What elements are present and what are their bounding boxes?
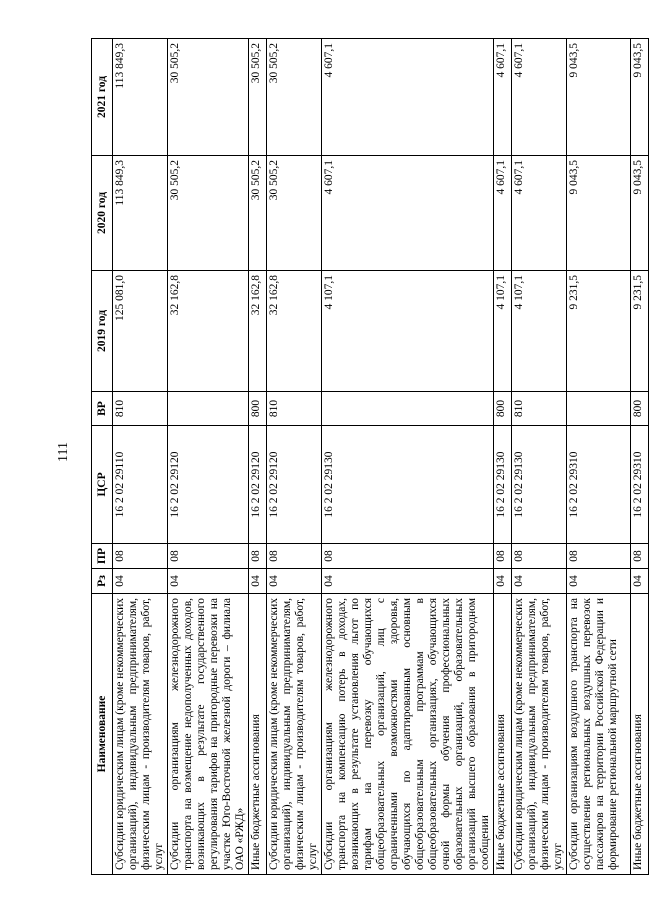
row-pr: 08 bbox=[567, 544, 631, 569]
row-vr: 810 bbox=[267, 392, 322, 426]
row-pr: 08 bbox=[168, 544, 249, 569]
row-2019: 32 162,8 bbox=[267, 271, 322, 392]
row-csr: 16 2 02 29130 bbox=[322, 426, 494, 544]
header-2021: 2021 год bbox=[92, 39, 113, 156]
row-2020: 9 043,5 bbox=[567, 156, 631, 271]
row-name: Субсидии организациям железнодорожного транспорта на компенсацию потерь в доходах, возникающих в результате установления льгот по тарифам на перевозку обучающихся общеобразовательных организаций, лиц с ограниченными возможностями здоровья, обучающихся по адаптированным основным общеобразовательным программам в общеобразовательных организациях, обучающихся очной формы обучения профессиональных образовательных организаций, образовательных организаций высшего образования в пригородном сообщении bbox=[322, 594, 494, 875]
row-csr: 16 2 02 29120 bbox=[267, 426, 322, 544]
row-csr: 16 2 02 29310 bbox=[567, 426, 631, 544]
table-row bbox=[168, 39, 249, 875]
row-rz: 04 bbox=[267, 569, 322, 594]
row-2020: 4 607,1 bbox=[322, 156, 494, 271]
row-pr: 08 bbox=[113, 544, 168, 569]
row-csr: 16 2 02 29130 bbox=[512, 426, 567, 544]
row-rz: 04 bbox=[113, 569, 168, 594]
row-2021: 9 043,5 bbox=[631, 39, 649, 156]
row-2019: 4 107,1 bbox=[322, 271, 494, 392]
header-csr: ЦСР bbox=[92, 426, 113, 544]
row-2021: 30 505,2 bbox=[168, 39, 249, 156]
row-name: Иные бюджетные ассигнования bbox=[494, 594, 512, 875]
row-pr: 08 bbox=[249, 544, 267, 569]
header-2019: 2019 год bbox=[92, 271, 113, 392]
row-vr bbox=[322, 392, 494, 426]
header-row bbox=[92, 39, 113, 875]
row-vr bbox=[168, 392, 249, 426]
header-vr: ВР bbox=[92, 392, 113, 426]
row-vr: 800 bbox=[494, 392, 512, 426]
table-row bbox=[494, 39, 512, 875]
row-pr: 08 bbox=[512, 544, 567, 569]
row-2021: 30 505,2 bbox=[249, 39, 267, 156]
row-2019: 9 231,5 bbox=[631, 271, 649, 392]
row-2021: 30 505,2 bbox=[267, 39, 322, 156]
row-2020: 30 505,2 bbox=[249, 156, 267, 271]
row-name: Иные бюджетные ассигнования bbox=[249, 594, 267, 875]
row-2019: 4 107,1 bbox=[512, 271, 567, 392]
row-rz: 04 bbox=[567, 569, 631, 594]
header-rz: Рз bbox=[92, 569, 113, 594]
row-2020: 4 607,1 bbox=[512, 156, 567, 271]
row-pr: 08 bbox=[494, 544, 512, 569]
page-number: 111 bbox=[56, 442, 71, 462]
row-2021: 9 043,5 bbox=[567, 39, 631, 156]
row-rz: 04 bbox=[494, 569, 512, 594]
row-vr: 810 bbox=[113, 392, 168, 426]
row-2021: 4 607,1 bbox=[512, 39, 567, 156]
table-row bbox=[567, 39, 631, 875]
row-pr: 08 bbox=[267, 544, 322, 569]
row-csr: 16 2 02 29130 bbox=[494, 426, 512, 544]
row-2020: 30 505,2 bbox=[267, 156, 322, 271]
header-pr: ПР bbox=[92, 544, 113, 569]
row-vr bbox=[567, 392, 631, 426]
row-2020: 9 043,5 bbox=[631, 156, 649, 271]
row-rz: 04 bbox=[168, 569, 249, 594]
row-2020: 4 607,1 bbox=[494, 156, 512, 271]
row-pr: 08 bbox=[322, 544, 494, 569]
row-name: Субсидии юридическим лицам (кроме некоммерческих организаций), индивидуальным предпринимателям, физическим лицам - производителям товаров, работ, услуг bbox=[113, 594, 168, 875]
row-csr: 16 2 02 29120 bbox=[249, 426, 267, 544]
table-row bbox=[322, 39, 494, 875]
row-2020: 30 505,2 bbox=[168, 156, 249, 271]
row-vr: 810 bbox=[512, 392, 567, 426]
table-row bbox=[631, 39, 649, 875]
row-name: Субсидии организациям железнодорожного транспорта на возмещение недополученных доходов, возникающих в результате государственного регулирования тарифов на пригородные перевозки на участке Юго-Восточной железной дороги – филиала ОАО «РЖД» bbox=[168, 594, 249, 875]
row-rz: 04 bbox=[249, 569, 267, 594]
table-row bbox=[113, 39, 168, 875]
row-2020: 113 849,3 bbox=[113, 156, 168, 271]
row-name: Субсидии организациям воздушного транспорта на осуществление региональных воздушных перевозок пассажиров на территории Российской Федерации и формирование региональной маршрутной сети bbox=[567, 594, 631, 875]
row-2019: 32 162,8 bbox=[168, 271, 249, 392]
header-name: Наименование bbox=[92, 594, 113, 875]
row-vr: 800 bbox=[631, 392, 649, 426]
row-2019: 9 231,5 bbox=[567, 271, 631, 392]
row-2021: 4 607,1 bbox=[322, 39, 494, 156]
row-csr: 16 2 02 29110 bbox=[113, 426, 168, 544]
row-csr: 16 2 02 29310 bbox=[631, 426, 649, 544]
header-2020: 2020 год bbox=[92, 156, 113, 271]
row-name: Субсидии юридическим лицам (кроме некоммерческих организаций), индивидуальным предпринимателям, физическим лицам - производителям товаров, работ, услуг bbox=[267, 594, 322, 875]
row-2019: 125 081,0 bbox=[113, 271, 168, 392]
row-name: Субсидии юридическим лицам (кроме некоммерческих организаций), индивидуальным предпринимателям, физическим лицам - производителям товаров, работ, услуг bbox=[512, 594, 567, 875]
row-2019: 32 162,8 bbox=[249, 271, 267, 392]
row-rz: 04 bbox=[631, 569, 649, 594]
row-name: Иные бюджетные ассигнования bbox=[631, 594, 649, 875]
rotated-table-container bbox=[91, 39, 644, 875]
row-vr: 800 bbox=[249, 392, 267, 426]
row-csr: 16 2 02 29120 bbox=[168, 426, 249, 544]
row-rz: 04 bbox=[322, 569, 494, 594]
row-pr: 08 bbox=[631, 544, 649, 569]
row-rz: 04 bbox=[512, 569, 567, 594]
table-row bbox=[512, 39, 567, 875]
budget-table bbox=[91, 38, 649, 875]
row-2021: 4 607,1 bbox=[494, 39, 512, 156]
row-2021: 113 849,3 bbox=[113, 39, 168, 156]
row-2019: 4 107,1 bbox=[494, 271, 512, 392]
table-row bbox=[267, 39, 322, 875]
table-row bbox=[249, 39, 267, 875]
